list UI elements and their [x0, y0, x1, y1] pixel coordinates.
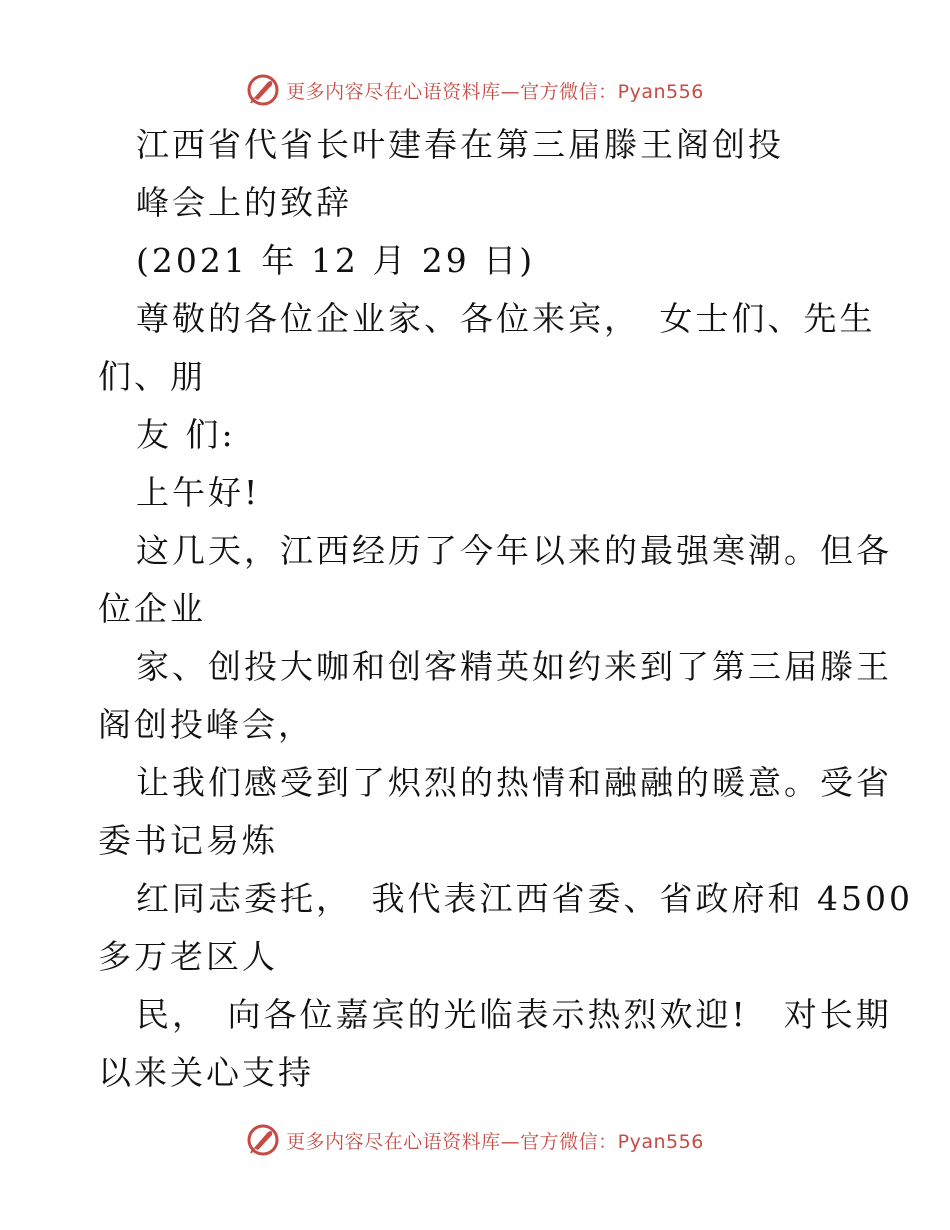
doc-paragraph-line: 家、创投大咖和创客精英如约来到了第三届滕王: [136, 647, 892, 686]
doc-paragraph-line: 以来关心支持: [98, 1053, 314, 1092]
doc-paragraph-line: 这几天，江西经历了今年以来的最强寒潮。但各: [136, 531, 892, 570]
doc-paragraph-line: 位企业: [98, 589, 206, 628]
footer-banner: [0, 1120, 950, 1160]
header-banner: [0, 70, 950, 110]
doc-paragraph-line: 让我们感受到了炽烈的热情和融融的暖意。受省: [136, 763, 892, 802]
doc-paragraph-line: 上午好!: [136, 473, 261, 512]
doc-paragraph-line: 友 们:: [136, 415, 236, 454]
doc-paragraph-line: 民， 向各位嘉宾的光临表示热烈欢迎! 对长期: [136, 995, 892, 1034]
doc-paragraph-line: 红同志委托， 我代表江西省委、省政府和 4500: [136, 879, 913, 918]
doc-title-line-1: 江西省代省长叶建春在第三届滕王阁创投: [136, 125, 784, 164]
banner-text: 更多内容尽在心语资料库—官方微信：Pyan556: [286, 80, 704, 103]
doc-paragraph-line: 多万老区人: [98, 937, 278, 976]
doc-paragraph-line: 阁创投峰会，: [98, 705, 314, 744]
doc-title-line-2: 峰会上的致辞: [136, 183, 352, 222]
doc-paragraph-line: 们、朋: [98, 357, 206, 396]
document-body: [98, 116, 913, 1102]
doc-date: (2021 年 12 月 29 日): [136, 241, 536, 280]
quill-pen-logo-icon: [246, 73, 280, 107]
banner-text: 更多内容尽在心语资料库—官方微信：Pyan556: [286, 1130, 704, 1153]
doc-paragraph-line: 委书记易炼: [98, 821, 278, 860]
quill-pen-logo-icon: [246, 1123, 280, 1157]
doc-paragraph-line: 尊敬的各位企业家、各位来宾， 女士们、先生: [136, 299, 876, 338]
